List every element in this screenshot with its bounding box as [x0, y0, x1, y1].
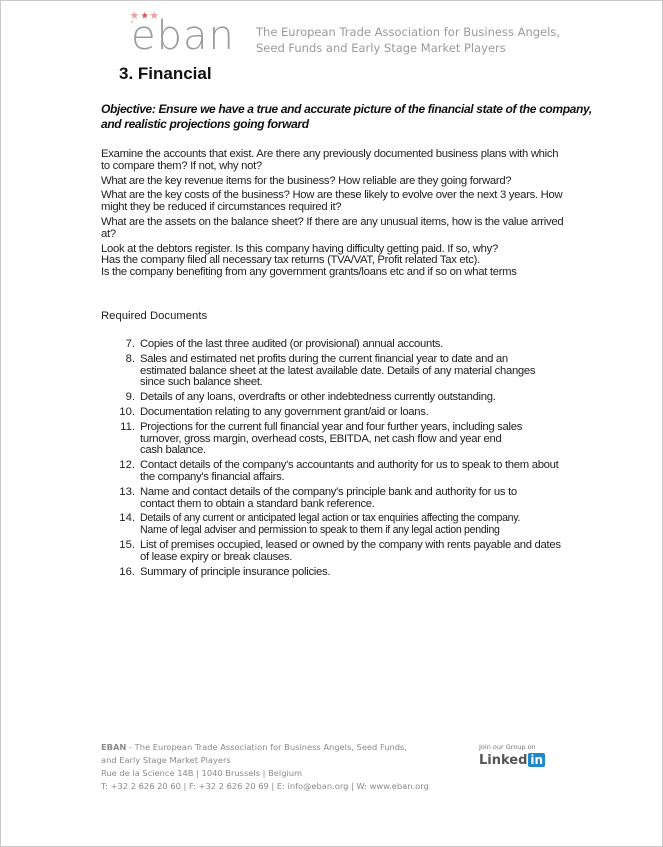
list-item [101, 567, 541, 579]
footer-line: and Early Stage Market Players [101, 755, 231, 765]
item-line: Contact details of the company's accountants and authority for us to speak to them about [140, 459, 559, 472]
footer-address: Rue de la Science 14B | 1040 Brussels | Belgium [101, 768, 303, 778]
list-item [101, 513, 541, 537]
item-line: turnover, gross margin, overhead costs, EBITDA, net cash flow and year end [140, 432, 502, 445]
item-number: 11. [120, 420, 135, 433]
list-item [101, 354, 541, 389]
objective-line: and realistic projections going forward [101, 117, 309, 131]
question-line: Is the company benefiting from any government grants/loans etc and if so on what terms [101, 266, 517, 279]
question-line: Examine the accounts that exist. Are there any previously documented business plans with which [101, 148, 559, 160]
question-line: at? [101, 227, 116, 240]
item-line: Projections for the current full financial year and four further years, including sales [140, 420, 523, 433]
questions-block [101, 149, 571, 282]
list-item [101, 407, 541, 419]
question-line: What are the key costs of the business? How are these likely to evolve over the next 3 years. How [101, 189, 563, 202]
required-documents-list [101, 338, 561, 581]
item-number: 16. [119, 565, 135, 578]
linkedin-logo [479, 753, 549, 768]
logo-wordmark: eban [131, 13, 235, 59]
item-line: cash balance. [140, 444, 206, 457]
item-line: Summary of principle insurance policies. [140, 565, 331, 578]
item-line: since such balance sheet. [140, 376, 263, 389]
tagline-line: The European Trade Association for Business Angels, [256, 25, 560, 39]
item-number: 14. [119, 512, 135, 525]
item-number: 7. [125, 338, 135, 350]
list-item [101, 487, 541, 511]
item-line: List of premises occupied, leased or owned by the company with rents payable and dates [140, 538, 561, 551]
linkedin-word: Linked [479, 753, 528, 768]
question-paragraph [101, 217, 571, 241]
question-paragraph [101, 267, 571, 279]
item-line: contact them to obtain a standard bank reference. [140, 497, 375, 510]
item-line: the company's financial affairs. [140, 470, 285, 483]
list-item [101, 339, 541, 351]
item-line: Name of legal adviser and permission to speak to them if any legal action pending [140, 524, 500, 537]
question-line: What are the assets on the balance sheet? If there are any unusual items, how is the value arrived [101, 215, 564, 228]
objective-line: Objective: Ensure we have a true and accurate picture of the financial state of the company, [101, 102, 592, 116]
footer-line-text: - The European Trade Association for Business Angels, Seed Funds, [126, 742, 408, 752]
item-number: 10. [119, 405, 135, 418]
linkedin-icon: in [530, 753, 544, 767]
list-item [101, 538, 561, 564]
footer-contact[interactable]: T: +32 2 626 20 60 | F: +32 2 626 20 69 | E: info@eban.org | W: www.eban.org [101, 781, 429, 791]
list-item [101, 459, 559, 484]
section-title: 3. Financial [119, 64, 212, 83]
tagline-line: Seed Funds and Early Stage Market Players [256, 41, 506, 55]
item-line: Details of any loans, overdrafts or other indebtedness currently outstanding. [140, 391, 496, 404]
question-line: Has the company filed all necessary tax returns (TVA/VAT, Profit related Tax etc). [101, 254, 480, 267]
item-number: 15. [119, 538, 135, 551]
item-number: 12. [119, 459, 135, 472]
required-documents-heading: Required Documents [101, 310, 208, 322]
item-number: 8. [125, 352, 135, 365]
item-line: estimated balance sheet at the latest available date. Details of any material changes [140, 364, 536, 377]
item-line: Documentation relating to any government grant/aid or loans. [140, 405, 429, 418]
footer-line [101, 741, 431, 754]
list-item [101, 422, 541, 457]
item-line: of lease expiry or break clauses. [140, 550, 293, 563]
question-paragraph [101, 149, 571, 173]
question-line: might they be reduced if circumstances required it? [101, 201, 342, 214]
question-paragraph [101, 190, 571, 214]
item-number: 9. [125, 391, 135, 404]
item-line: Details of any current or anticipated legal action or tax enquiries affecting the company. [140, 512, 521, 525]
question-paragraph [101, 176, 571, 188]
list-item [101, 392, 541, 404]
item-line: Copies of the last three audited (or provisional) annual accounts. [140, 338, 443, 350]
item-line: Sales and estimated net profits during the current financial year to date and an [140, 352, 508, 365]
question-line: to compare them? If not, why not? [101, 159, 262, 172]
question-line: What are the key revenue items for the business? How reliable are they going forward? [101, 174, 512, 187]
linkedin-badge[interactable] [479, 743, 549, 768]
question-line: Look at the debtors register. Is this company having difficulty getting paid. If so, why? [101, 242, 498, 255]
linkedin-join-text: Join our Group on [479, 743, 536, 751]
footer [101, 741, 431, 793]
item-number: 13. [119, 485, 135, 498]
header-tagline [256, 24, 586, 56]
footer-brand: EBAN [101, 742, 127, 752]
objective-text [101, 102, 592, 132]
item-line: Name and contact details of the company's principle bank and authority for us to [140, 485, 517, 498]
eban-logo [119, 9, 239, 59]
